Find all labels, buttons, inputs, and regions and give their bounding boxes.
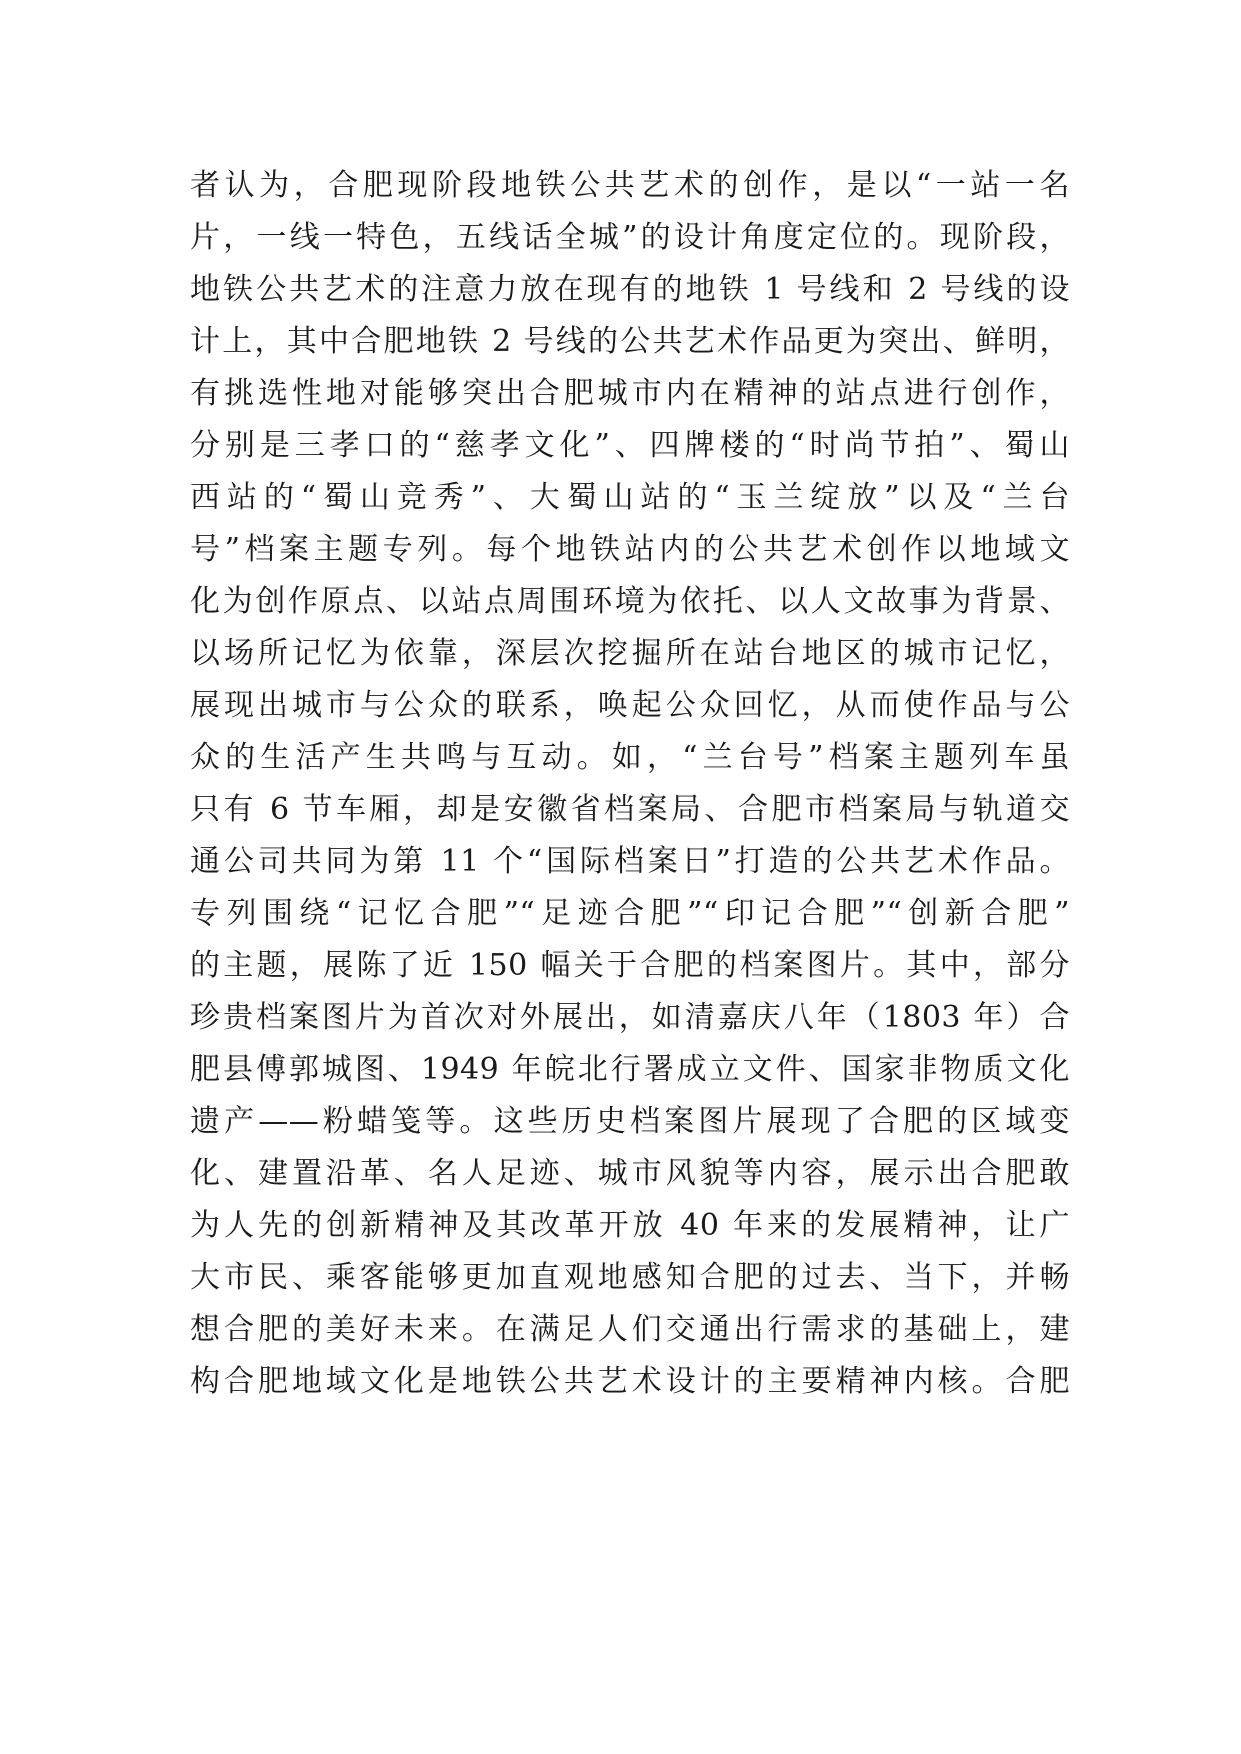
text-line-23: 想合肥的美好未来。在满足人们交通出行需求的基础上，建 [190, 1312, 1070, 1347]
text-line-22: 大市民、乘客能够更加直观地感知合肥的过去、当下，并畅 [190, 1260, 1070, 1295]
text-line-5: 有挑选性地对能够突出合肥城市内在精神的站点进行创作， [190, 376, 1070, 411]
text-line-12: 众的生活产生共鸣与互动。如，“兰台号”档案主题列车虽 [190, 740, 1070, 775]
text-line-9: 化为创作原点、以站点周围环境为依托、以人文故事为背景、 [190, 584, 1070, 619]
text-line-8: 号”档案主题专列。每个地铁站内的公共艺术创作以地域文 [190, 532, 1070, 567]
text-line-7: 西站的“蜀山竞秀”、大蜀山站的“玉兰绽放”以及“兰台 [190, 480, 1070, 515]
text-line-3: 地铁公共艺术的注意力放在现有的地铁 1 号线和 2 号线的设 [190, 272, 1070, 307]
text-line-19: 遗产——粉蜡笺等。这些历史档案图片展现了合肥的区域变 [190, 1104, 1070, 1139]
text-line-21: 为人先的创新精神及其改革开放 40 年来的发展精神，让广 [190, 1208, 1070, 1243]
text-line-2: 片，一线一特色，五线话全城”的设计角度定位的。现阶段， [190, 220, 1070, 255]
text-line-20: 化、建置沿革、名人足迹、城市风貌等内容，展示出合肥敢 [190, 1156, 1070, 1191]
body-paragraph [190, 160, 1070, 1408]
text-line-17: 珍贵档案图片为首次对外展出，如清嘉庆八年（1803 年）合 [190, 1000, 1070, 1035]
text-line-24: 构合肥地域文化是地铁公共艺术设计的主要精神内核。合肥 [190, 1364, 1070, 1399]
text-line-18: 肥县傅郭城图、1949 年皖北行署成立文件、国家非物质文化 [190, 1052, 1070, 1087]
text-line-1: 者认为，合肥现阶段地铁公共艺术的创作，是以“一站一名 [190, 168, 1070, 203]
text-line-4: 计上，其中合肥地铁 2 号线的公共艺术作品更为突出、鲜明， [190, 324, 1070, 359]
text-line-6: 分别是三孝口的“慈孝文化”、四牌楼的“时尚节拍”、蜀山 [190, 428, 1070, 463]
text-line-11: 展现出城市与公众的联系，唤起公众回忆，从而使作品与公 [190, 688, 1070, 723]
text-line-14: 通公司共同为第 11 个“国际档案日”打造的公共艺术作品。 [190, 844, 1070, 879]
text-line-16: 的主题，展陈了近 150 幅关于合肥的档案图片。其中，部分 [190, 948, 1070, 983]
text-line-10: 以场所记忆为依靠，深层次挖掘所在站台地区的城市记忆， [190, 636, 1070, 671]
text-line-13: 只有 6 节车厢，却是安徽省档案局、合肥市档案局与轨道交 [190, 792, 1070, 827]
text-line-15: 专列围绕“记忆合肥”“足迹合肥”“印记合肥”“创新合肥” [190, 896, 1070, 931]
